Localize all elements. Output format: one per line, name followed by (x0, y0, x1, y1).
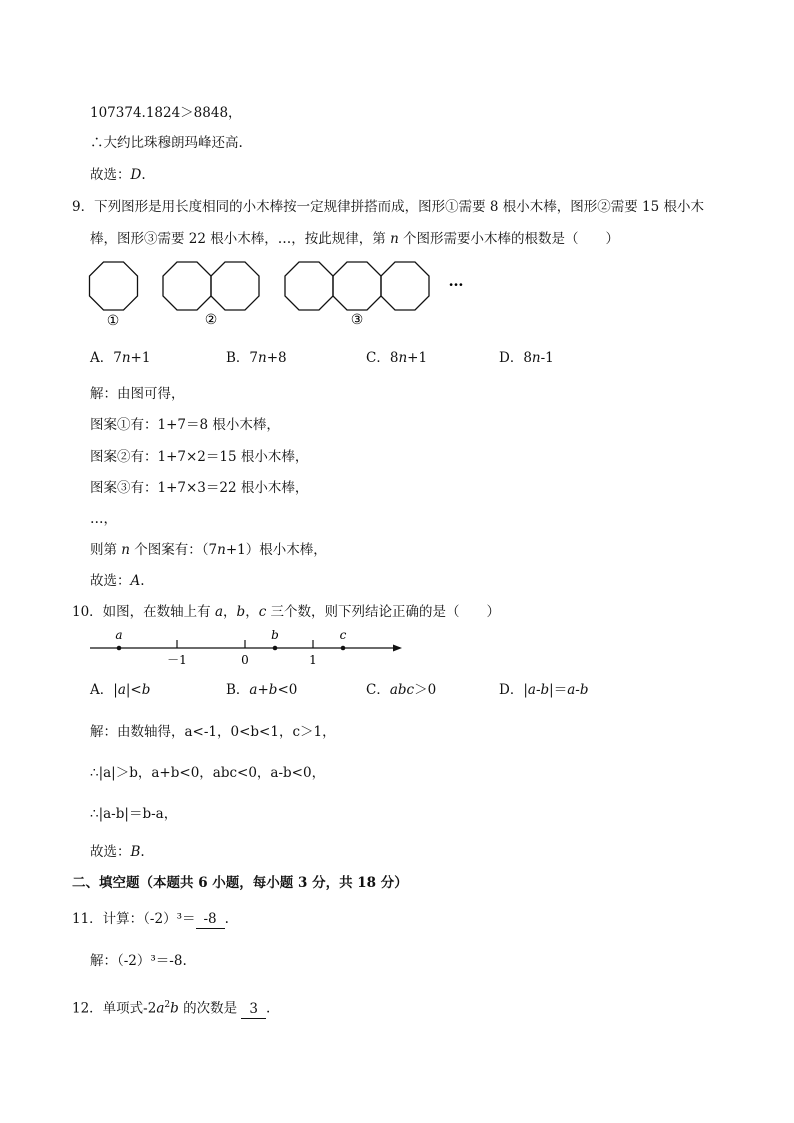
option-var: b (540, 682, 550, 698)
answer-prefix: 故选： (90, 167, 131, 183)
q12-exponent: 2 (164, 1000, 171, 1010)
option-letter: D． (499, 682, 524, 698)
tick-label-minus-1: －1 (167, 653, 187, 667)
answer-letter: B (130, 844, 141, 860)
solution-text: 则第 (90, 542, 122, 558)
prev-solution-line-1: 107374.1824＞8848， (90, 105, 242, 121)
q10-var-c: c (258, 604, 267, 620)
octagon-shape (381, 262, 429, 310)
option-var: a (527, 682, 536, 698)
q10-stem (72, 603, 500, 621)
option-var: b (579, 682, 589, 698)
q9-solution-line-4: 图案③有：1+7×3＝22 根小木棒， (90, 480, 309, 496)
q10-solution-answer (90, 843, 145, 861)
q11-stem (72, 910, 229, 929)
q9-solution-line-6 (90, 541, 327, 559)
option-text: 8 (523, 350, 532, 366)
point-b (273, 646, 278, 651)
q10-var-b: b (236, 604, 246, 620)
option-text: - (535, 682, 541, 698)
q9-var-n: n (390, 231, 399, 247)
q10-stem-part: 10．如图，在数轴上有 (72, 604, 215, 620)
answer-period: . (140, 844, 145, 860)
solution-text: +1）根小木棒， (225, 542, 327, 558)
q9-stem-part: 棒，图形③需要 22 根小木棒，…，按此规律，第 (90, 231, 391, 247)
option-var: a (117, 682, 126, 698)
q9-option-a[interactable] (90, 349, 150, 367)
option-var: a (567, 682, 576, 698)
figure-label-2: ② (204, 312, 218, 328)
option-var: a (249, 682, 258, 698)
q12-stem (72, 996, 270, 1019)
option-text: |< (125, 682, 142, 698)
answer-period: . (140, 573, 145, 589)
q12-var-b: b (170, 1000, 179, 1017)
q11-solution: 解：（-2）³＝-8. (90, 953, 187, 969)
q10-option-c[interactable] (366, 681, 436, 699)
octagon-shape (285, 262, 333, 310)
q10-stem-part: 三个数，则下列结论正确的是（ ） (266, 604, 501, 620)
octagon-shape (333, 262, 381, 310)
q12-var-a: a (156, 1000, 165, 1017)
option-var: b (141, 682, 151, 698)
q10-sep: ， (245, 604, 259, 620)
option-letter: A． (90, 350, 114, 366)
option-text: ＞0 (414, 682, 437, 698)
q9-solution-answer (90, 572, 145, 590)
q10-option-a[interactable] (90, 681, 150, 699)
solution-var: n (121, 542, 130, 558)
option-text: 7 (249, 350, 259, 366)
option-letter: C． (366, 682, 390, 698)
q10-option-b[interactable] (226, 681, 297, 699)
q9-option-b[interactable] (226, 349, 287, 367)
answer-letter: A (130, 573, 141, 589)
q9-solution-line-2: 图案①有：1+7＝8 根小木棒， (90, 417, 280, 433)
q9-solution-line-3: 图案②有：1+7×2＝15 根小木棒， (90, 449, 309, 465)
axis-arrow (393, 645, 402, 652)
option-var: n (121, 350, 131, 366)
option-text: +1 (407, 350, 428, 366)
option-var: b (268, 682, 278, 698)
point-a (117, 646, 122, 651)
q9-solution-line-5: …， (90, 511, 117, 527)
q10-solution-line-2: ∴|a|＞b，a+b<0，abc<0，a-b<0， (90, 765, 326, 781)
q9-octagon-figure (80, 254, 480, 330)
option-text: + (257, 682, 269, 698)
q9-stem-part: 个图形需要小木棒的根数是（ ） (398, 231, 620, 247)
point-label-a: a (115, 628, 123, 642)
q9-option-c[interactable] (366, 349, 427, 367)
q9-option-d[interactable] (499, 349, 554, 367)
option-var: abc (389, 682, 415, 698)
option-text: +1 (130, 350, 151, 366)
q11-stem-text: 11．计算：（-2）³＝ (72, 911, 196, 927)
answer-letter: D (130, 167, 142, 183)
option-var: n (258, 350, 267, 366)
q10-var-a: a (214, 604, 224, 620)
q10-sep: ， (223, 604, 237, 620)
option-var: n (398, 350, 408, 366)
solution-text: 个图案有：（7 (130, 542, 218, 558)
option-text: | (523, 682, 528, 698)
option-text: | (113, 682, 118, 698)
octagon-shape (90, 262, 138, 310)
option-text: <0 (277, 682, 298, 698)
option-letter: A． (90, 682, 114, 698)
figure-ellipsis: … (448, 272, 464, 290)
option-text: |＝ (549, 682, 568, 698)
answer-prefix: 故选： (90, 573, 131, 589)
q12-answer-blank[interactable]: 3 (241, 1000, 266, 1019)
option-text: +8 (266, 350, 287, 366)
q9-solution-line-1: 解：由图可得， (90, 386, 185, 402)
q10-solution-line-1: 解：由数轴得，a<-1，0<b<1，c＞1， (90, 724, 336, 740)
answer-prefix: 故选： (90, 844, 131, 860)
point-c (341, 646, 346, 651)
point-label-c: c (339, 628, 347, 642)
q10-solution-line-3: ∴|a-b|＝b-a， (90, 806, 178, 822)
option-text: -1 (540, 350, 554, 366)
q12-stem-text: 12．单项式-2 (72, 1000, 157, 1017)
option-letter: D． (499, 350, 524, 366)
prev-solution-answer (90, 166, 146, 184)
q12-stem-text: 的次数是 (178, 1000, 242, 1017)
answer-period: . (141, 167, 146, 183)
option-letter: B． (226, 682, 250, 698)
q9-stem-line-1: 9．下列图形是用长度相同的小木棒按一定规律拼搭而成，图形①需要 8 根小木棒，图形②需要 15 根小木 (72, 199, 705, 215)
number-line (86, 626, 406, 668)
prev-solution-line-2: ∴大约比珠穆朗玛峰还高. (90, 135, 243, 151)
option-text: - (575, 682, 580, 698)
q9-stem-line-2 (90, 230, 619, 248)
q12-stem-end: . (265, 1000, 271, 1017)
tick-label-0: 0 (241, 653, 249, 667)
figure-label-1: ① (106, 313, 120, 329)
q11-stem-end: . (224, 911, 229, 927)
octagon-shape (211, 262, 259, 310)
option-letter: B． (226, 350, 250, 366)
solution-var: n (217, 542, 226, 558)
octagon-shape (163, 262, 211, 310)
q11-answer-blank[interactable]: -8 (196, 910, 225, 929)
tick-label-1: 1 (309, 653, 317, 667)
point-label-b: b (271, 628, 279, 642)
option-text: 8 (389, 350, 399, 366)
figure-label-3: ③ (350, 312, 364, 328)
option-var: n (531, 350, 541, 366)
q10-option-d[interactable] (499, 681, 589, 699)
section-heading-fill-blank: 二、填空题（本题共 6 小题，每小题 3 分，共 18 分） (72, 875, 408, 891)
option-text: 7 (113, 350, 122, 366)
option-letter: C． (366, 350, 390, 366)
